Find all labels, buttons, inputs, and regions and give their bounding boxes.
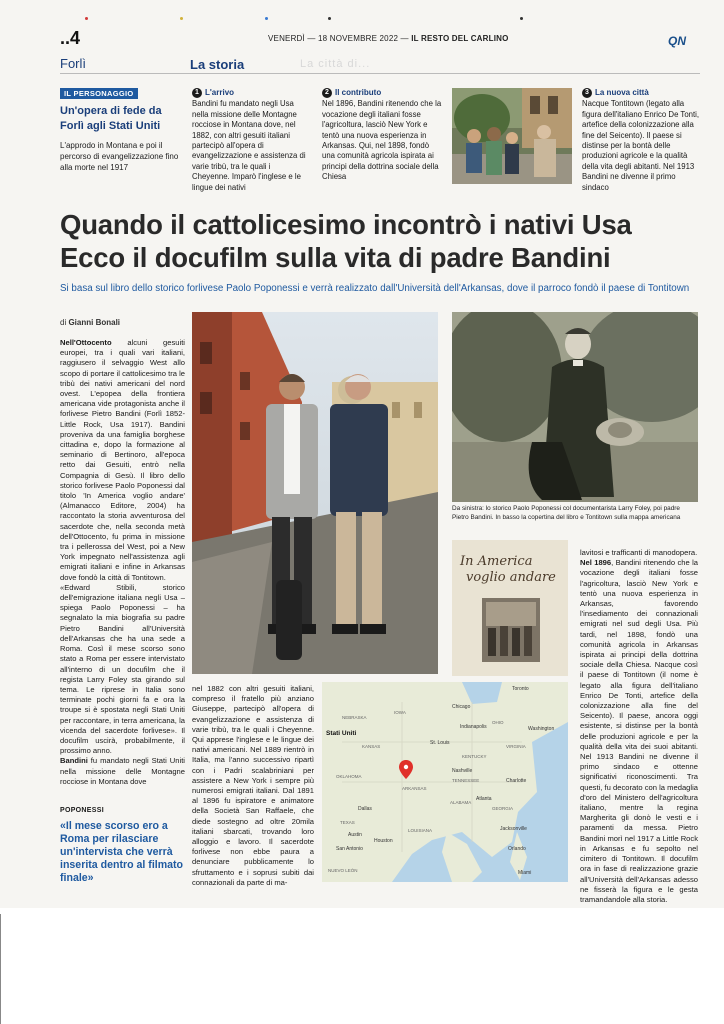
info-box-arrivo: 1 L'arrivo Bandini fu mandato negli Usa nella missione delle Montagne rocciose in Montana dove, nel 1882, con altri gesuiti italiani partecipò all'opera di evangelizzazione e assistenza di varie tribù, tra le quali i Cheyenne. Imparò l'inglese e le lingue dei nativi [192,88,306,192]
section-title: La storia [190,57,245,72]
map-label-miami: Miami [518,870,532,876]
map-label-dallas: Dallas [358,806,372,812]
map-label-austin: Austin [348,832,362,838]
section-header-rule [60,54,700,74]
qn-logo: QN [668,34,686,48]
page-number: ..4 [60,28,81,48]
main-headline: Quando il cattolicesimo incontrò i nativi Usa Ecco il docufilm sulla vita di padre Bandini [60,209,632,273]
date-line: VENERDÌ — 18 NOVEMBRE 2022 — IL RESTO DEL CARLINO [268,34,509,43]
info-box-nuova-citta: 3 La nuova città Nacque Tontitown (legato alla figura dell'italiano Enrico De Tonti, artefice della colonizzazione alla fine del Seicento). Il paese si distinse per la bontà delle produzioni agricole e la qualità della vita degli abitanti. Nel 1913 Bandini ne divenne il primo sindaco [582,88,700,192]
personaggio-title: Un'opera di fede da Forlì agli Stati Uniti [60,105,162,132]
book-title-line2: voglio andare [466,570,556,585]
article-column-1: Nell'Ottocento alcuni gesuiti europei, tra i quali vari italiani, raggiusero il selvaggio West allo scopo di portare il cattolicesimo tra le tribù dei nativi americani del nord ovest. L'epopea della frontiera americana vide protagonista anche il forlivese Pietro Bandini (Forlì 1852-Little Rock, Usa 1917). Bandini proveniva da una famiglia borghese cittadina e, dopo la formazione al seminario di Bertinoro, all'epoca retto dai Gesuiti, entrò nella Compagnia di Gesù. Il libro dello storico forlivese Paolo Poponessi dal titolo 'In America voglio andare' (Almanacco Editore, 2004) ha raccontato la storia avventurosa del sacerdote che, nella seconda metà dell'Ottocento, fu prima in missione tra i pellerossa del West, poi a New York impegnato nell'assistenza agli emigrati italiani e infine in Arkansas dove fondò la città di Tontitown. «Edward Stibili, storico dell'emigrazione italiana negli Usa – spiega Paolo Poponessi – ha segnalato la mia biografia su padre Pietro Bandini all'Università dell'Arkansas che ha una sede a Roma. Così il mese scorso sono stato a Roma per essere intervistato all'interno di un docufilm che il regista Larry Foley sta girando sul tema. Le riprese in Italia sono terminate pochi giorni fa e ora la troupe si è spostata negli Stati Uniti per raccontare, in terra americana, la vicenda del sacerdote forlivese». Il docufilm uscirà, probabilmente, il prossimo anno. Bandini fu mandato negli Stati Uniti nella missione delle Montagne rocciose in Montana dove [60,338,185,786]
bandini-historic-photo [452,312,698,502]
map-label-texas: TEXAS [340,820,355,825]
map-label-toronto: Toronto [512,686,529,692]
article-column-2: nel 1882 con altri gesuiti italiani, compreso il fratello più anziano Giuseppe, partecipò all'opera di evangelizzazione e assistenza di varie tribù, tra le quali i Cheyenne. Qui apprese l'inglese e le lingue dei nativi americani. Nel 1889 rientrò in Italia, ma l'anno successivo ripartì con i Padri scalabriniani per assistere a New York i sempre più numerosi emigrati italiani. Dal 1891 al 1896 fu ispiratore e animatore della Società San Raffaele, che diede sostegno ad oltre 20mila italiani sbarcati, trovando loro alloggio e lavoro. Il sacerdote forlivese non ebbe paura a denunciare pubblicamente lo sfruttamento e i soprusi subiti dai connazionali da parte di ma- [192,684,314,887]
filming-photo [452,88,572,184]
map-label-nuevo-leon: NUEVO LEÓN [328,868,358,873]
poponessi-foley-photo [192,312,438,674]
map-label-kentucky: KENTUCKY [462,754,487,759]
map-label-indianapolis: Indianapolis [460,724,487,730]
registration-dots [10,17,710,23]
map-label-tennessee: TENNESSEE [452,778,480,783]
personaggio-text: L'approdo in Montana e poi il percorso di evangelizzazione fino alla morte nel 1917 [60,141,179,172]
map-label-virginia: VIRGINIA [506,744,526,749]
book-cover [452,540,568,676]
map-label-ohio: OHIO [492,720,504,725]
section-ghost-text: La città di... [300,58,371,70]
map-label-louisiana: LOUISIANA [408,828,433,833]
map-label-atlanta: Atlanta [476,796,492,802]
byline: di Gianni Bonali [60,318,121,327]
map-label-chicago: Chicago [452,704,471,710]
map-label-jacksonville: Jacksonville [500,826,527,832]
subheadline: Si basa sul libro dello storico forlivese Paolo Poponessi e verrà realizzato dall'Università dell'Arkansas, dove il parroco fondò il paese di Tontitown [60,283,690,294]
personaggio-tag: IL PERSONAGGIO [60,88,138,99]
map-label-oklahoma: OKLAHOMA [336,774,362,779]
map-label-san-antonio: San Antonio [336,846,363,852]
usa-map [322,682,568,882]
city-label: Forlì [60,56,86,71]
map-label-arkansas: ARKANSAS [402,786,427,791]
map-label-washington: Washington [528,726,555,732]
map-label-nashville: Nashville [452,768,473,774]
book-title-line1: In America [460,554,533,569]
quote-tag: POPONESSI [60,807,104,814]
map-label-st-louis: St. Louis [430,740,450,746]
map-label-nebraska: NEBRASKA [342,715,367,720]
map-label-charlotte: Charlotte [506,778,527,784]
photo-caption: Da sinistra: lo storico Paolo Poponessi col documentarista Larry Foley, poi padre Pietro Bandini. In basso la copertina del libro e Tontitown sulla mappa americana [452,505,681,521]
map-label-orlando: Orlando [508,846,526,852]
map-label-alabama: ALABAMA [450,800,472,805]
scan-edge-line [0,914,1,1024]
map-label-georgia: GEORGIA [492,806,514,811]
map-label-houston: Houston [374,838,393,844]
book-cover-image [482,598,540,662]
info-box-contributo: 2 Il contributo Nel 1896, Bandini ritenendo che la vocazione degli italiani fosse l'agricoltura, lasciò New York e tentò una nuova esperienza in Arkansas. Qui, nel 1898, fondò una comunità agricola ispirata ai principi della dottrina sociale della Chiesa [322,88,442,182]
map-label-kansas: KANSAS [362,744,381,749]
article-column-3: lavitosi e trafficanti di manodopera. Nel 1896, Bandini ritenendo che la vocazione degli italiani fosse l'agricoltura, lasciò New York e tentò una nuova esperienza in Arkansas, favorendo l'insediamento dei connazionali emigrati nel sud degli Usa. Più tardi, nel 1898, fondò una comunità agricola in Arkansas ispirata ai principi della dottrina sociale della Chiesa. Nacque così il paese di Tontitown (il nome è legato alla figura dell'italiano Enrico De Tonti, artefice della colonizzazione alla fine del Seicento). Il paese, ancora oggi esistente, si distinse per la bontà delle produzioni agricole e per la qualità della vita dei suoi abitanti. Nel 1913 Bandini ne divenne il primo sindaco e ottenne significativi riconoscimenti. Tra questi, fu decorato con la medaglia d'oro del Ministero dell'agricoltura italiano, mentre la regina Margherita gli donò le vesti e i paramenti da messa. Pietro Bandini morì nel 1917 a Little Rock in Arkansas e fu sepolto nel cimitero di Tontitown. Il docufilm ora in fase di realizzazione grazie all'Università dell'Arkansas adesso ne fisserà la figura e le gesta tramandandole alla storia. [580,548,699,904]
map-label-stati-uniti: Stati Uniti [326,730,357,737]
map-label-iowa: IOWA [394,710,406,715]
scan-margin [0,908,724,1024]
pull-quote: «Il mese scorso ero a Roma per rilasciare un'intervista che verrà inserita dentro al filmato finale» [60,820,184,884]
